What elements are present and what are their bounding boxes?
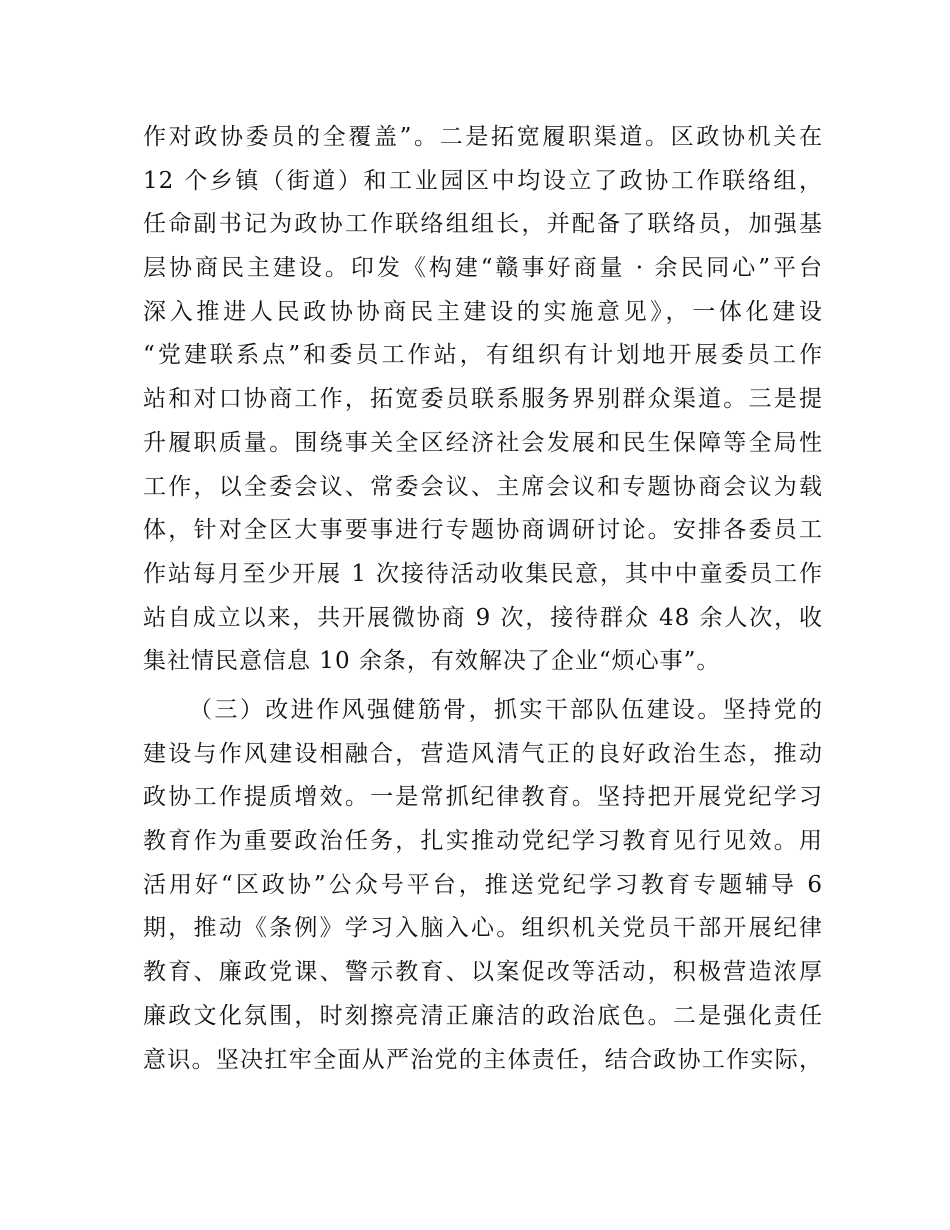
paragraph-line: 站和对口协商工作，拓宽委员联系服务界别群众渠道。三是提 — [143, 386, 823, 413]
paragraph-line: 期，推动《条例》学习入脑入心。组织机关党员干部开展纪律 — [143, 915, 823, 942]
paragraph-line: 体，针对全区大事要事进行专题协商调研讨论。安排各委员工 — [143, 517, 823, 544]
paragraph-1 — [143, 116, 823, 684]
paragraph-line: 升履职质量。围绕事关全区经济社会发展和民生保障等全局性 — [143, 429, 823, 456]
paragraph-line: 教育作为重要政治任务，扎实推动党纪学习教育见行见效。用 — [143, 828, 823, 855]
paragraph-line: 教育、廉政党课、警示教育、以案促改等活动，积极营造浓厚 — [143, 959, 823, 986]
paragraph-line: 作站每月至少开展 1 次接待活动收集民意，其中中童委员工作 — [143, 560, 823, 587]
paragraph-line: “党建联系点”和委员工作站，有组织有计划地开展委员工作 — [143, 342, 823, 369]
paragraph-line: 深入推进人民政协协商民主建设的实施意见》，一体化建设 — [143, 298, 823, 325]
paragraph-line: 站自成立以来，共开展微协商 9 次，接待群众 48 余人次，收 — [143, 604, 823, 631]
paragraph-line: 层协商民主建设。印发《构建“赣事好商量 · 余民同心”平台 — [143, 255, 823, 282]
paragraph-line: 作对政协委员的全覆盖”。二是拓宽履职渠道。区政协机关在 — [143, 124, 823, 150]
paragraph-line: 集社情民意信息 10 余条，有效解决了企业“烦心事”。 — [143, 648, 721, 675]
paragraph-line: 政协工作提质增效。一是常抓纪律教育。坚持把开展党纪学习 — [143, 784, 823, 811]
paragraph-line: 12 个乡镇（街道）和工业园区中均设立了政协工作联络组， — [143, 167, 823, 194]
paragraph-2 — [143, 689, 823, 1082]
paragraph-line: （三）改进作风强健筋骨，抓实干部队伍建设。坚持党的 — [189, 697, 823, 723]
paragraph-line: 任命副书记为政协工作联络组组长，并配备了联络员，加强基 — [143, 211, 823, 238]
paragraph-line: 活用好“区政协”公众号平台，推送党纪学习教育专题辅导 6 — [143, 871, 823, 898]
paragraph-line: 意识。坚决扛牢全面从严治党的主体责任，结合政协工作实际， — [143, 1046, 823, 1073]
paragraph-line: 建设与作风建设相融合，营造风清气正的良好政治生态，推动 — [143, 740, 823, 767]
paragraph-line: 工作，以全委会议、常委会议、主席会议和专题协商会议为载 — [143, 473, 823, 500]
paragraph-line: 廉政文化氛围，时刻擦亮清正廉洁的政治底色。二是强化责任 — [143, 1002, 823, 1029]
